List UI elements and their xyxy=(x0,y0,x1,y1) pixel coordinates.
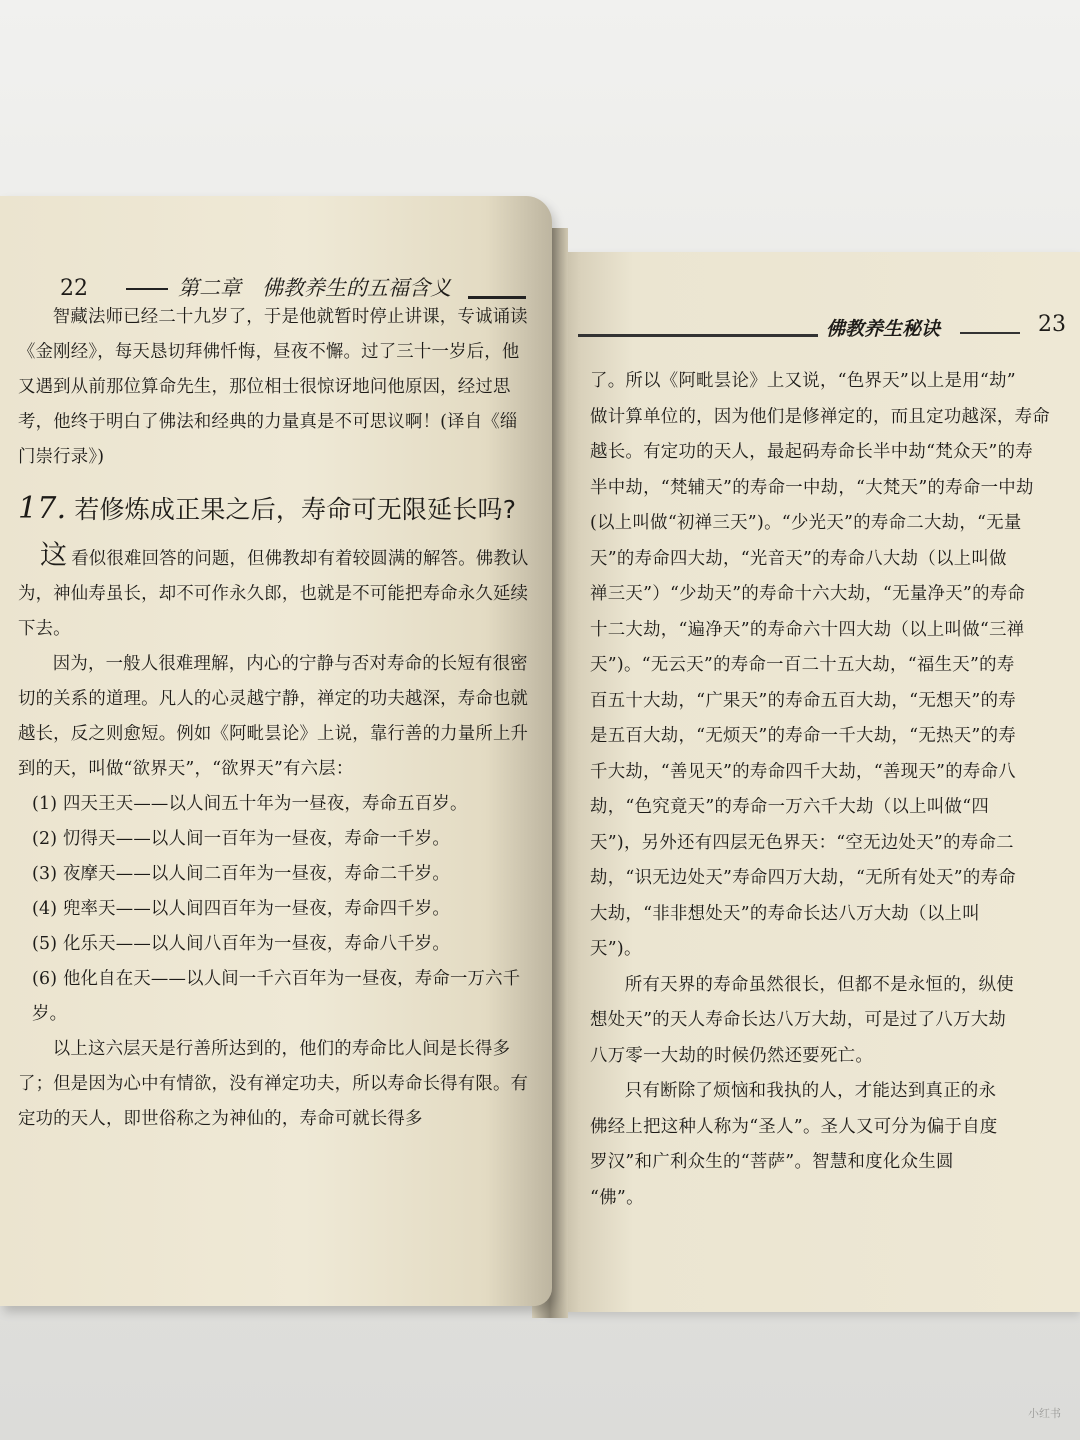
paragraph xyxy=(18,538,530,647)
header-rule xyxy=(468,296,526,299)
header-rule xyxy=(960,332,1020,334)
text-line: 禅三天”）“少劫天”的寿命十六大劫，“无量净天”的寿命 xyxy=(590,584,1026,604)
text-line: (以上叫做“初禅三天”)。“少光天”的寿命二大劫，“无量 xyxy=(590,513,1022,533)
text-line: 佛经上把这种人称为“圣人”。圣人又可分为偏于自度 xyxy=(590,1116,998,1137)
paragraph: 因为，一般人很难理解，内心的宁静与否对寿命的长短有很密切的关系的道理。凡人的心灵越宁静，禅定的功夫越深，寿命也就越长，反之则愈短。例如《阿毗昙论》上说，靠行善的力量所上升到的天，叫做“欲界天”，“欲界天”有六层： xyxy=(18,654,529,779)
section-number: 17. xyxy=(18,491,67,526)
text-line: 了。所以《阿毗昙论》上又说，“色界天”以上是用“劫” xyxy=(590,371,1016,391)
left-header-title: 第二章 佛教养生的五福含义 xyxy=(178,276,451,300)
intro-text: 看似很难回答的问题，但佛教却有着较圆满的解答。佛教认为，神仙寿虽长，却不可作永久郎，也就是不可能把寿命永久延续下去。 xyxy=(18,549,529,639)
text-line: 越长。有定功的天人，最起码寿命长半中劫“梵众天”的寿 xyxy=(590,442,1033,462)
text-line: 劫，“色究竟天”的寿命一万六千大劫（以上叫做“四 xyxy=(590,797,990,817)
section-title: 若修炼成正果之后，寿命可无限延长吗? xyxy=(74,495,517,524)
text-line: “佛”。 xyxy=(590,1187,644,1208)
text-line: 大劫，“非非想处天”的寿命长达八万大劫（以上叫 xyxy=(590,903,980,924)
text-line: 天”)。 xyxy=(590,939,642,959)
list-item: (5) 化乐天——以人间八百年为一昼夜，寿命八千岁。 xyxy=(32,934,450,954)
right-page xyxy=(548,252,1080,1312)
text-line: 做计算单位的，因为他们是修禅定的，而且定功越深，寿命 xyxy=(590,406,1050,427)
right-page-body xyxy=(590,364,1080,1216)
list-item: (3) 夜摩天——以人间二百年为一昼夜，寿命二千岁。 xyxy=(32,864,450,884)
text-line: 百五十大劫，“广果天”的寿命五百大劫，“无想天”的寿 xyxy=(590,690,1016,711)
text-line: 劫，“识无边处天”寿命四万大劫，“无所有处天”的寿命 xyxy=(590,868,1016,888)
text-line: 半中劫，“梵辅天”的寿命一中劫，“大梵天”的寿命一中劫 xyxy=(590,477,1034,498)
left-page xyxy=(0,196,552,1306)
left-page-number: 22 xyxy=(60,276,88,301)
drop-cap: 这 xyxy=(40,540,68,571)
right-page-number: 23 xyxy=(1038,312,1066,337)
list-item: (2) 忉得天——以人间一百年为一昼夜，寿命一千岁。 xyxy=(32,829,450,849)
list-item: (4) 兜率天——以人间四百年为一昼夜，寿命四千岁。 xyxy=(32,899,450,919)
list-item: (6) 他化自在天——以人间一千六百年为一昼夜，寿命一万六千岁。 xyxy=(32,969,521,1024)
left-page-body xyxy=(18,300,530,1137)
list-item: (1) 四天王天——以人间五十年为一昼夜，寿命五百岁。 xyxy=(32,794,468,814)
section-heading xyxy=(18,491,530,528)
text-line: 千大劫，“善见天”的寿命四千大劫，“善现天”的寿命八 xyxy=(590,761,1016,782)
text-line: 所有天界的寿命虽然很长，但都不是永恒的，纵使 xyxy=(624,974,1014,995)
text-line: 罗汉”和广利众生的“菩萨”。智慧和度化众生圆 xyxy=(590,1152,954,1172)
text-line: 天”)。“无云天”的寿命一百二十五大劫，“福生天”的寿 xyxy=(590,655,1015,675)
text-line: 天”的寿命四大劫，“光音天”的寿命八大劫（以上叫做 xyxy=(590,548,1007,569)
text-line: 只有断除了烦恼和我执的人，才能达到真正的永 xyxy=(624,1081,997,1101)
right-header-title: 佛教养生秘诀 xyxy=(826,318,941,340)
text-line: 八万零一大劫的时候仍然还要死亡。 xyxy=(590,1045,874,1066)
header-rule xyxy=(578,334,818,337)
right-running-header xyxy=(578,312,1078,352)
text-line: 是五百大劫，“无烦天”的寿命一千大劫，“无热天”的寿 xyxy=(590,726,1016,746)
text-line: 十二大劫，“遍净天”的寿命六十四大劫（以上叫做“三禅 xyxy=(590,619,1025,640)
watermark-text: 小红书 xyxy=(1028,1407,1061,1420)
paragraph: 以上这六层天是行善所达到的，他们的寿命比人间是长得多了；但是因为心中有情欲，没有禅定功夫，所以寿命长得有限。有定功的天人，即世俗称之为神仙的，寿命可就长得多 xyxy=(18,1039,529,1129)
text-line: 天”)，另外还有四层无色界天：“空无边处天”的寿命二 xyxy=(590,832,1014,853)
text-line: 想处天”的天人寿命长达八万大劫，可是过了八万大劫 xyxy=(590,1010,1007,1030)
header-rule xyxy=(126,288,168,290)
paragraph: 智藏法师已经二十九岁了，于是他就暂时停止讲课，专诚诵读《金刚经》，每天恳切拜佛忏悔，昼夜不懈。过了三十一岁后，他又遇到从前那位算命先生，那位相士很惊讶地问他原因，经过思考，他终于明白了佛法和经典的力量真是不可思议啊！(译自《缁门崇行录》) xyxy=(18,307,528,467)
